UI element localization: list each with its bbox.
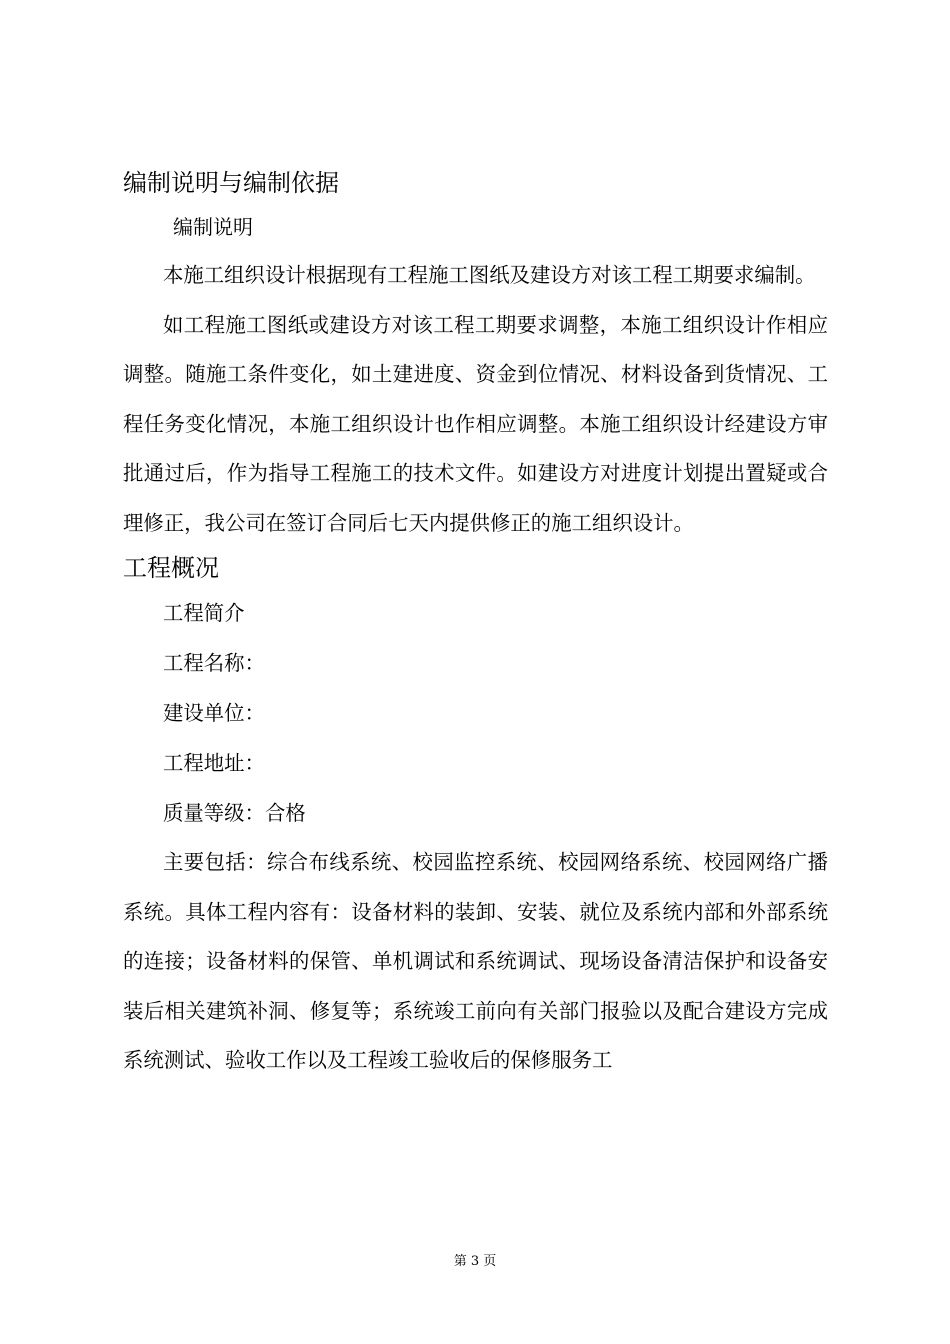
subheading-compilation-notes: 编制说明 bbox=[173, 215, 253, 239]
page-number: 第 3 页 bbox=[453, 1254, 497, 1269]
field-project-address: 工程地址： bbox=[163, 751, 265, 775]
paragraph-scope: 主要包括：综合布线系统、校园监控系统、校园网络系统、校园网络广播系统。具体工程内容有：设备材料的装卸、安装、就位及系统内部和外部系统的连接；设备材料的保管、单机调试和系统调试、现场设备清洁保护和设备安装后相关建筑补洞、修复等；系统竣工前向有关部门报验以及配合建设方完成系统测试、验收工作以及工程竣工验收后的保修服务工 bbox=[123, 850, 828, 1072]
subheading-project-intro: 工程简介 bbox=[163, 601, 245, 625]
field-project-name: 工程名称： bbox=[163, 651, 265, 675]
section-heading-overview: 工程概况 bbox=[123, 554, 219, 582]
field-construction-unit: 建设单位： bbox=[163, 701, 265, 725]
field-quality-grade: 质量等级：合格 bbox=[163, 801, 306, 825]
paragraph-basis: 本施工组织设计根据现有工程施工图纸及建设方对该工程工期要求编制。 bbox=[163, 263, 816, 287]
paragraph-adjustment: 如工程施工图纸或建设方对该工程工期要求调整，本施工组织设计作相应调整。随施工条件变化，如土建进度、资金到位情况、材料设备到货情况、工程任务变化情况，本施工组织设计也作相应调整。本施工组织设计经建设方审批通过后，作为指导工程施工的技术文件。如建设方对进度计划提出置疑或合理修正，我公司在签订合同后七天内提供修正的施工组织设计。 bbox=[123, 312, 828, 535]
document-body bbox=[123, 160, 828, 1086]
section-heading-compilation: 编制说明与编制依据 bbox=[123, 169, 339, 197]
